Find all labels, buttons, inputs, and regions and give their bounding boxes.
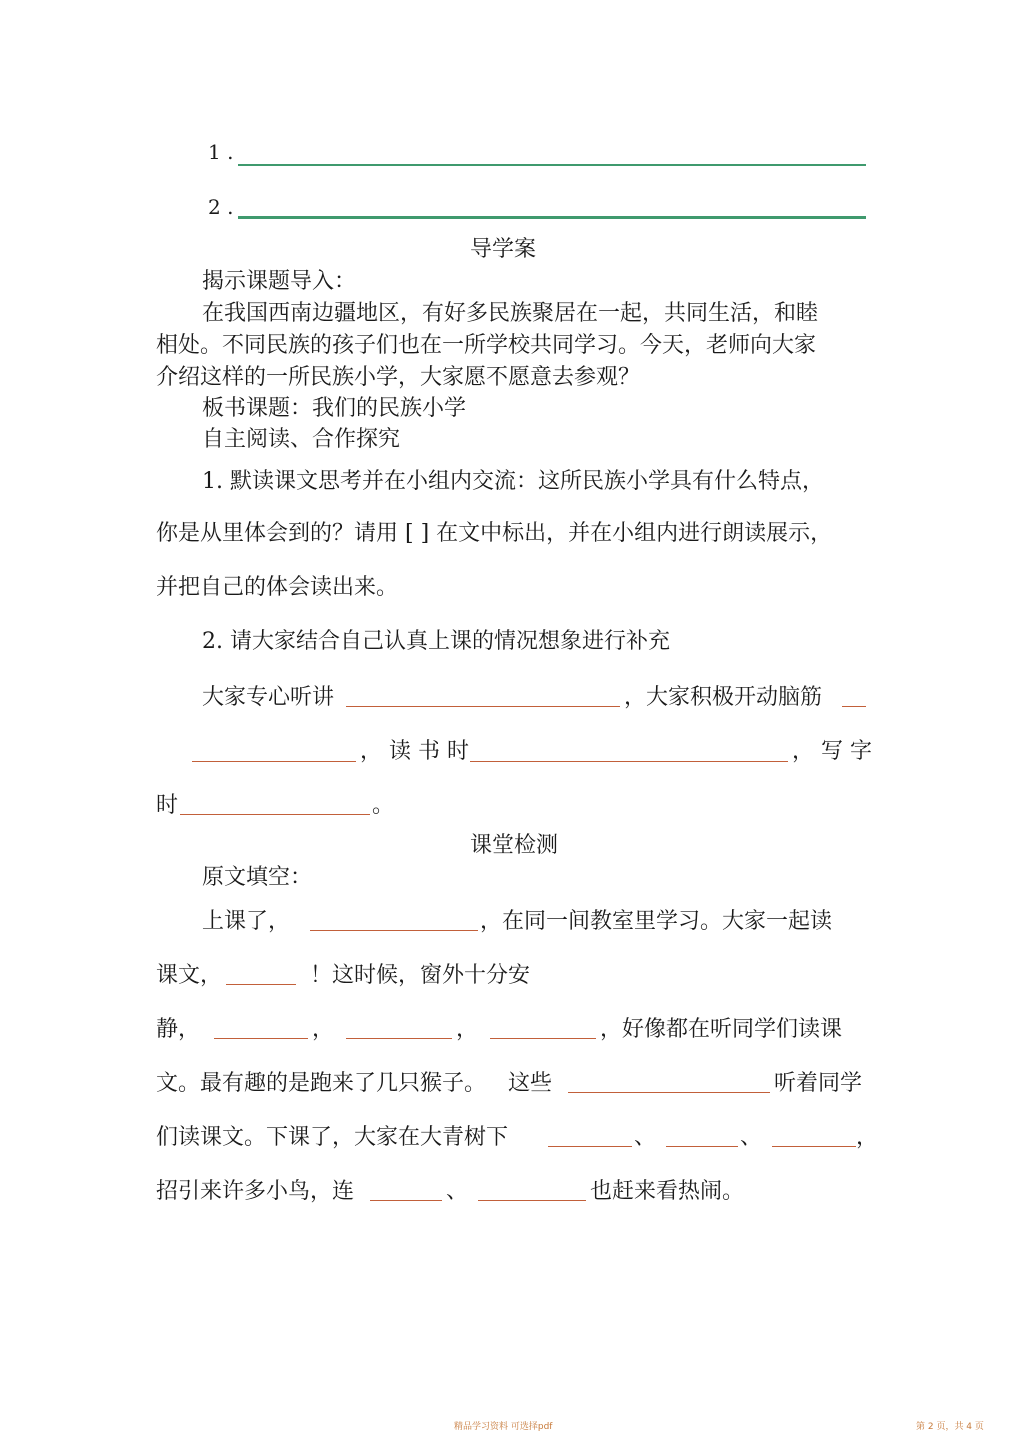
cloze-blank-4[interactable]	[346, 1038, 452, 1039]
cloze-blank-7[interactable]	[548, 1146, 632, 1147]
cloze-blank-1[interactable]	[310, 930, 478, 931]
fill-read-label: ， 读 书 时	[360, 739, 469, 764]
fill-write-label-end: 时	[156, 793, 179, 818]
intro-paragraph-line-2: 相处。不同民族的孩子们也在一所学校共同学习。今天，老师向大家	[156, 333, 817, 358]
fill-write-blank[interactable]	[180, 814, 370, 815]
cloze-l4a: 文。最有趣的是跑来了几只猴子。	[156, 1071, 487, 1096]
fill-listen-blank[interactable]	[346, 706, 620, 707]
section-title-check: 课堂检测	[470, 833, 559, 858]
cloze-l2b: ！这时候，窗外十分安	[310, 963, 531, 988]
fill-read-blank[interactable]	[470, 761, 788, 762]
cloze-l1b: ，在同一间教室里学习。大家一起读	[480, 909, 833, 934]
cloze-l6c: 也赶来看热闹。	[590, 1179, 745, 1204]
cloze-l6a: 招引来许多小鸟，连	[156, 1179, 355, 1204]
cloze-blank-6[interactable]	[568, 1092, 770, 1093]
task-1-line-1: 1. 默读课文思考并在小组内交流：这所民族小学具有什么特点，	[202, 469, 824, 494]
cloze-blank-5[interactable]	[490, 1038, 596, 1039]
task-2: 2. 请大家结合自己认真上课的情况想象进行补充	[202, 629, 670, 654]
cloze-blank-8[interactable]	[666, 1146, 738, 1147]
cloze-blank-10[interactable]	[370, 1200, 442, 1201]
cloze-l3b: ，	[312, 1017, 335, 1042]
fill-period: 。	[372, 793, 395, 818]
fill-think-blank[interactable]	[192, 761, 356, 762]
fill-write-label: ， 写 字	[792, 739, 872, 764]
footer-left: 精品学习资料 可选择pdf	[454, 1422, 553, 1432]
cloze-heading: 原文填空：	[202, 865, 313, 890]
intro-heading: 揭示课题导入：	[202, 269, 357, 294]
intro-paragraph-line-1: 在我国西南边疆地区，有好多民族聚居在一起，共同生活，和睦	[202, 301, 819, 326]
answer-line-1[interactable]	[238, 164, 866, 166]
cloze-l2a: 课文，	[156, 963, 223, 988]
intro-paragraph-line-3: 介绍这样的一所民族小学，大家愿不愿意去参观？	[156, 365, 641, 390]
answer-line-2[interactable]	[238, 216, 866, 219]
cloze-l5c: 、	[740, 1125, 763, 1150]
cloze-l1a: 上课了，	[202, 909, 291, 934]
cloze-l4c: 听着同学	[774, 1071, 863, 1096]
cloze-l5d: ，	[856, 1125, 879, 1150]
task-1-line-3: 并把自己的体会读出来。	[156, 575, 399, 600]
cloze-l4b: 这些	[508, 1071, 553, 1096]
cloze-blank-11[interactable]	[478, 1200, 586, 1201]
section-title-guide: 导学案	[470, 237, 537, 262]
answer-line-2-label: 2 .	[208, 195, 234, 219]
footer-page: 第 2 页，共 4 页	[916, 1422, 984, 1432]
board-title: 板书课题：我们的民族小学	[202, 396, 467, 421]
fill-listen-label: 大家专心听讲	[202, 685, 335, 710]
cloze-l5b: 、	[634, 1125, 657, 1150]
cloze-l6b: 、	[446, 1179, 469, 1204]
cloze-blank-9[interactable]	[772, 1146, 856, 1147]
task-1-line-2: 你是从里体会到的？请用 [ ] 在文中标出，并在小组内进行朗读展示，	[156, 521, 833, 546]
fill-think-label: ，大家积极开动脑筋	[624, 685, 823, 710]
cloze-blank-2[interactable]	[226, 984, 296, 985]
cloze-l5a: 们读课文。下课了，大家在大青树下	[156, 1125, 509, 1150]
cloze-l3d: ，好像都在听同学们读课	[600, 1017, 843, 1042]
cloze-l3a: 静，	[156, 1017, 201, 1042]
cloze-l3c: ，	[456, 1017, 479, 1042]
fill-think-blank-start[interactable]	[842, 706, 866, 707]
reading-heading: 自主阅读、合作探究	[202, 427, 401, 452]
answer-line-1-label: 1 .	[208, 140, 234, 164]
cloze-blank-3[interactable]	[214, 1038, 308, 1039]
